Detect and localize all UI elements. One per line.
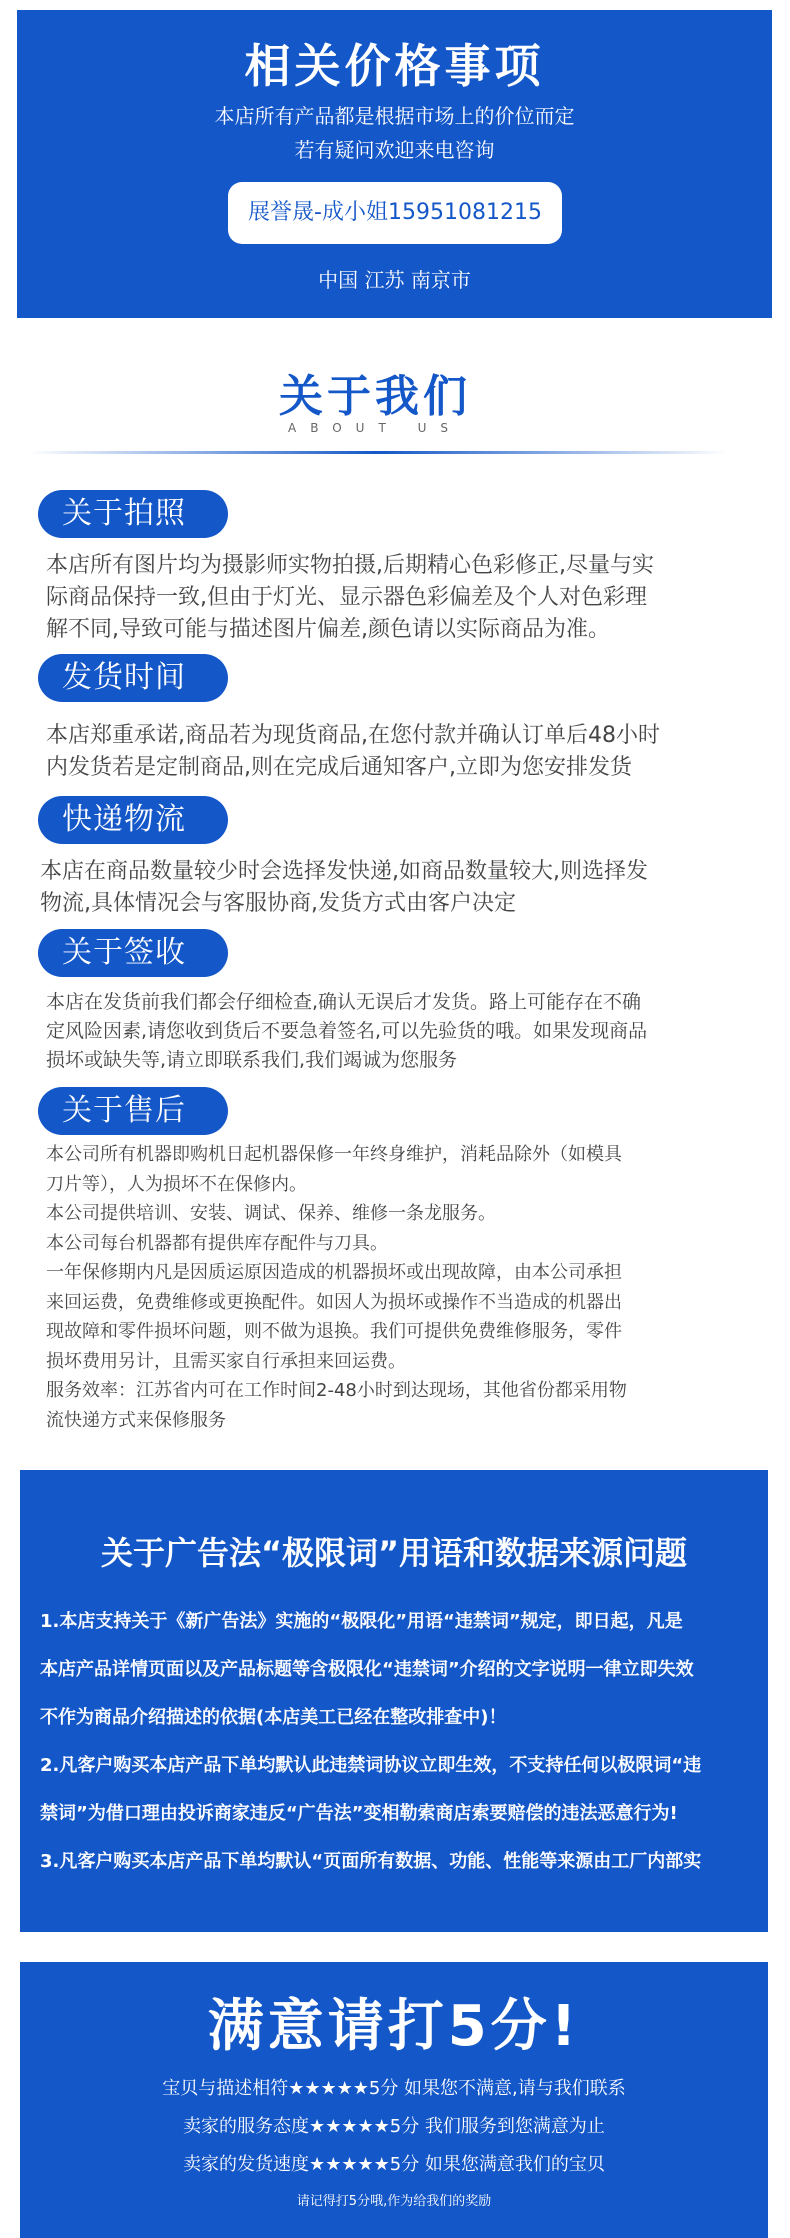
rating-row-description: 宝贝与描述相符★★★★★5分 如果您不满意,请与我们联系 (162, 2078, 626, 2099)
ad-law-line: 2.凡客户购买本店产品下单均默认此违禁词协议立即生效，不支持任何以极限词“违 (40, 1755, 702, 1776)
text-line: 定风险因素,请您收到货后不要急着签名,可以先验货的哦。如果发现商品 (46, 1020, 648, 1042)
text-line: 一年保修期内凡是因质运原因造成的机器损坏或出现故障，由本公司承担 (46, 1262, 622, 1283)
section-label-logistics: 快递物流 (38, 796, 228, 844)
text-line: 本店在发货前我们都会仔细检查,确认无误后才发货。路上可能存在不确 (46, 991, 642, 1013)
section-label-photos: 关于拍照 (38, 490, 228, 538)
ad-law-line: 不作为商品介绍描述的依据(本店美工已经在整改排查中)！ (40, 1707, 507, 1728)
ad-law-line: 1.本店支持关于《新广告法》实施的“极限化”用语“违禁词”规定，即日起，凡是 (40, 1611, 683, 1632)
text-line: 内发货若是定制商品,则在完成后通知客户,立即为您安排发货 (46, 755, 632, 780)
text-line: 解不同,导致可能与描述图片偏差,颜色请以实际商品为准。 (46, 617, 610, 642)
section-text-receipt (46, 988, 776, 1075)
section-label-receipt: 关于签收 (38, 929, 228, 977)
section-text-logistics (40, 856, 770, 920)
rating-title: 满意请打5分! (207, 1994, 581, 2059)
about-title: 关于我们 (279, 371, 471, 422)
ad-law-line: 本店产品详情页面以及产品标题等含极限化“违禁词”介绍的文字说明一律立即失效 (40, 1659, 694, 1680)
rating-section (20, 1962, 768, 2238)
price-title: 相关价格事项 (244, 39, 545, 93)
rating-note: 请记得打5分哦,作为给我们的奖励 (296, 2194, 492, 2209)
text-line: 本公司每台机器都有提供库存配件与刀具。 (46, 1232, 388, 1254)
text-line: 本公司提供培训、安装、调试、保养、维修一条龙服务。 (46, 1203, 496, 1224)
contact-button[interactable]: 展誉晟-成小姐15951081215 (228, 182, 562, 244)
ad-law-section (20, 1470, 768, 1932)
rating-row-delivery: 卖家的发货速度★★★★★5分 如果您满意我们的宝贝 (183, 2154, 605, 2175)
rating-row-service: 卖家的服务态度★★★★★5分 我们服务到您满意为止 (183, 2116, 605, 2137)
section-label-after-sales: 关于售后 (38, 1087, 228, 1135)
text-line: 物流,具体情况会与客服协商,发货方式由客户决定 (40, 891, 516, 916)
text-line: 流快递方式来保修服务 (46, 1409, 226, 1431)
text-line: 损坏费用另计，且需买家自行承担来回运费。 (46, 1350, 406, 1372)
text-line: 服务效率：江苏省内可在工作时间2-48小时到达现场，其他省份都采用物 (46, 1380, 627, 1401)
ad-law-line: 禁词”为借口理由投诉商家违反“广告法”变相勒索商店索要赔偿的违法恶意行为! (40, 1803, 678, 1824)
ad-law-title: 关于广告法“极限词”用语和数据来源问题 (100, 1534, 688, 1572)
ad-law-line: 3.凡客户购买本店产品下单均默认“页面所有数据、功能、性能等来源由工厂内部实 (40, 1851, 702, 1872)
ad-law-text (40, 1598, 752, 1886)
text-line: 本店在商品数量较少时会选择发快递,如商品数量较大,则选择发 (40, 859, 648, 884)
price-section (17, 10, 772, 318)
section-text-shipping-time (46, 720, 766, 784)
text-line: 际商品保持一致,但由于灯光、显示器色彩偏差及个人对色彩理 (46, 585, 647, 610)
text-line: 本店所有图片均为摄影师实物拍摄,后期精心色彩修正,尽量与实 (46, 553, 654, 578)
location-text: 中国 江苏 南京市 (318, 268, 471, 292)
text-line: 来回运费，免费维修或更换配件。如因人为损坏或操作不当造成的机器出 (46, 1291, 622, 1313)
price-line-1: 本店所有产品都是根据市场上的价位而定 (214, 104, 575, 128)
text-line: 刀片等），人为损坏不在保修内。 (46, 1173, 307, 1195)
text-line: 损坏或缺失等,请立即联系我们,我们竭诚为您服务 (46, 1049, 458, 1071)
text-line: 本店郑重承诺,商品若为现货商品,在您付款并确认订单后48小时 (46, 723, 660, 748)
section-text-after-sales (46, 1140, 776, 1435)
section-label-shipping-time: 发货时间 (38, 654, 228, 702)
text-line: 现故障和零件损坏问题，则不做为退换。我们可提供免费维修服务，零件 (46, 1321, 622, 1342)
section-text-photos (46, 550, 766, 646)
about-subtitle: ABOUT US (287, 421, 462, 435)
text-line: 本公司所有机器即购机日起机器保修一年终身维护，消耗品除外（如模具 (46, 1144, 622, 1165)
price-line-2: 若有疑问欢迎来电咨询 (294, 138, 495, 162)
about-divider (28, 451, 728, 454)
